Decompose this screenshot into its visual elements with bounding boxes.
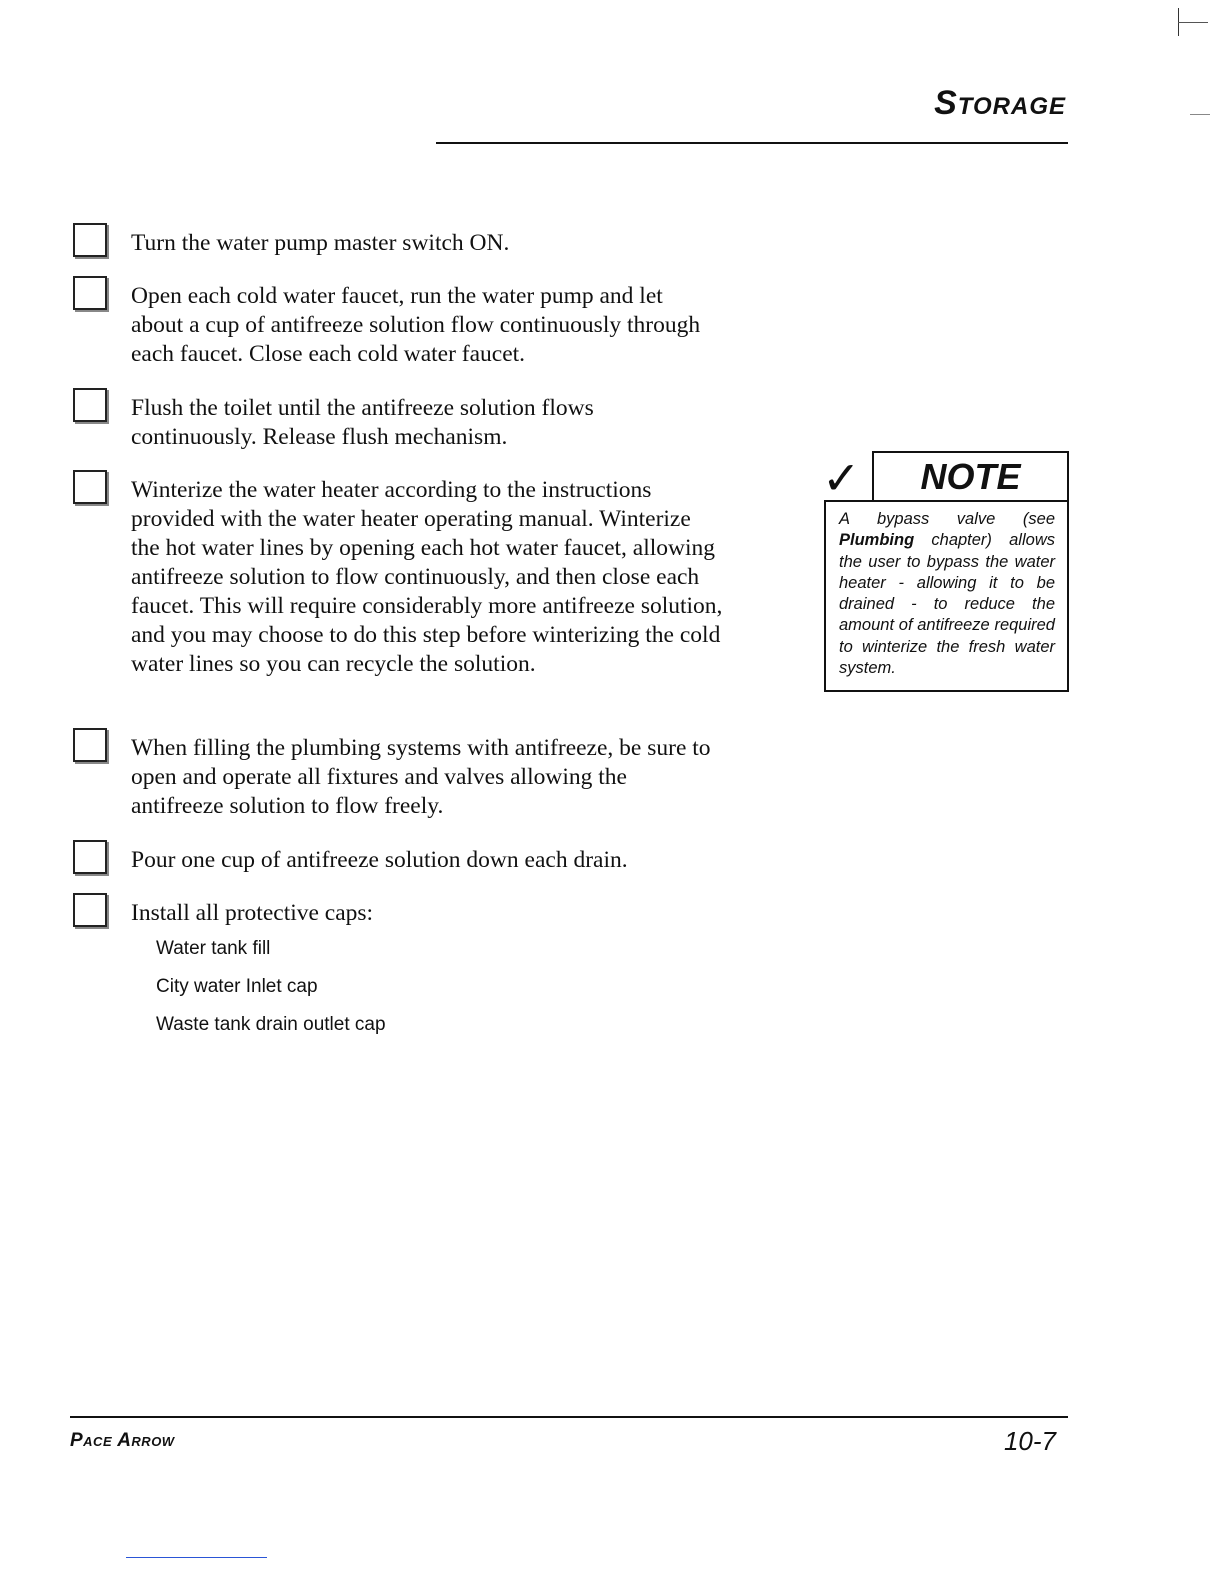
note-text-start: A bypass valve (see bbox=[839, 510, 1055, 528]
bottom-scan-line bbox=[126, 1557, 267, 1558]
checklist-item bbox=[73, 734, 713, 821]
page-number: 10-7 bbox=[1003, 1426, 1056, 1456]
step-text: Open each cold water faucet, run the water pump and let about a cup of antifreeze solution flow continuously through each faucet. Close each cold water faucet. bbox=[131, 283, 701, 367]
checklist-item bbox=[73, 282, 713, 369]
checklist-item bbox=[73, 394, 713, 452]
note-text-bold: Plumbing bbox=[839, 531, 915, 550]
list-item: City water Inlet cap bbox=[156, 976, 318, 997]
note-text-end: chapter) allows the user to bypass the water heater - allowing it to be drained - to reduce the amount of antifreeze required to winterize the fresh water system. bbox=[839, 531, 1055, 678]
note-text bbox=[824, 500, 1069, 692]
step-text: Install all protective caps: bbox=[131, 900, 374, 926]
checklist-item bbox=[73, 476, 723, 679]
step-text: When filling the plumbing systems with antifreeze, be sure to open and operate all fixtures and valves allowing the antifreeze solution to flow freely. bbox=[131, 735, 711, 819]
checkbox[interactable] bbox=[73, 470, 107, 504]
step-text: Winterize the water heater according to the instructions provided with the water heater operating manual. Winterize the hot water lines by opening each hot water faucet, allowing antifreeze solution to flow continuously, and then close each faucet. This will require considerably more antifreeze solution, and you may choose to do this step before winterizing the cold water lines so you can recycle the solution. bbox=[131, 477, 723, 677]
edge-crop-mark bbox=[1178, 8, 1208, 38]
header-rule bbox=[436, 142, 1068, 144]
caps-list bbox=[156, 936, 386, 1050]
checkbox[interactable] bbox=[73, 893, 107, 927]
footer-title: Pace Arrow bbox=[70, 1430, 175, 1451]
list-item: Water tank fill bbox=[156, 938, 271, 959]
note-title: NOTE bbox=[872, 451, 1069, 500]
checklist-item bbox=[73, 846, 713, 875]
step-text: Turn the water pump master switch ON. bbox=[131, 230, 510, 256]
checkbox[interactable] bbox=[73, 388, 107, 422]
checkbox[interactable] bbox=[73, 728, 107, 762]
footer-rule bbox=[70, 1416, 1068, 1418]
checkbox[interactable] bbox=[73, 276, 107, 310]
note-box bbox=[824, 451, 1069, 692]
checkbox[interactable] bbox=[73, 840, 107, 874]
checklist-item bbox=[73, 229, 713, 258]
checklist-item bbox=[73, 899, 713, 928]
step-text: Flush the toilet until the antifreeze solution flows continuously. Release flush mechanism. bbox=[131, 395, 594, 450]
checkmark-icon: ✓ bbox=[822, 451, 861, 505]
page-title: Storage bbox=[934, 84, 1066, 122]
edge-dash-mark bbox=[1190, 114, 1210, 115]
checkbox[interactable] bbox=[73, 223, 107, 257]
list-item: Waste tank drain outlet cap bbox=[156, 1014, 386, 1035]
step-text: Pour one cup of antifreeze solution down each drain. bbox=[131, 847, 628, 873]
